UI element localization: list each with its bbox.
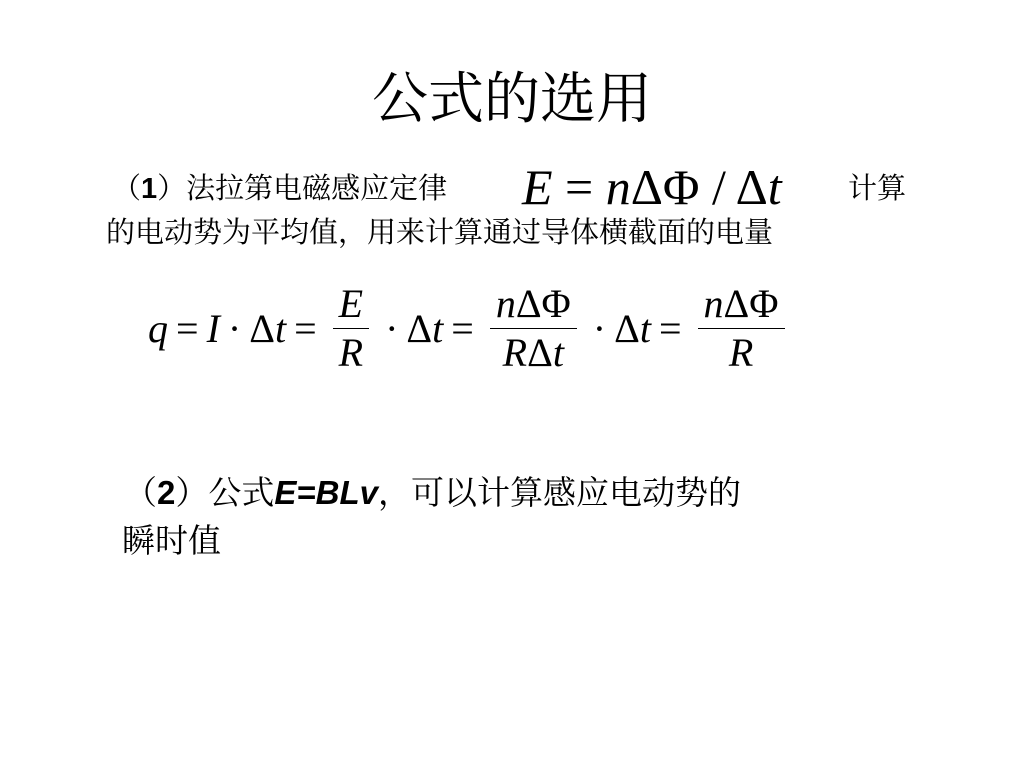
para2-number: 2	[157, 474, 176, 511]
fraction-nphi-over-rdt	[490, 280, 577, 377]
equals-4: =	[658, 305, 682, 351]
formula-E: E	[522, 159, 553, 215]
para2-line1	[124, 470, 741, 516]
formula-t: t	[767, 159, 782, 215]
para1-line2: 的电动势为平均值，用来计算通过导体横截面的电量	[106, 215, 774, 249]
formula-n: n	[605, 159, 631, 215]
equals-2: =	[294, 305, 317, 351]
fraction-1-denominator: R	[338, 329, 364, 375]
formula-equals: =	[552, 159, 606, 215]
fraction-3-numerator: nΔΦ	[703, 280, 779, 326]
dot-1: ·	[227, 305, 242, 351]
formula-delta: Δ	[735, 159, 768, 215]
var-q: q	[148, 305, 168, 351]
dot-2: ·	[385, 305, 399, 351]
para1-line1	[112, 166, 447, 211]
para2-open-paren: （	[124, 473, 157, 512]
delta-t-3: Δt	[614, 305, 651, 351]
equals-1: =	[176, 305, 199, 351]
charge-formula	[148, 272, 838, 384]
formula-delta-phi: ΔΦ	[630, 159, 700, 215]
para2-formula: E=BLv	[274, 474, 378, 511]
fraction-3-denominator: R	[728, 329, 754, 375]
delta-t-2: Δt	[406, 305, 444, 351]
para2-heading: ）公式	[175, 473, 275, 512]
dot-3: ·	[592, 305, 607, 351]
delta-t-1: Δt	[249, 305, 287, 351]
para1-number: 1	[141, 173, 158, 205]
para1-open-paren: （	[112, 171, 142, 205]
para1-tail: 计算	[848, 171, 907, 205]
para2-line2: 瞬时值	[122, 521, 221, 560]
fraction-1-numerator: E	[338, 280, 364, 326]
equals-3: =	[451, 305, 474, 351]
slide-title: 公式的选用	[372, 67, 652, 132]
para2-rest: ，可以计算感应电动势的	[377, 473, 741, 512]
formula-slash: /	[699, 159, 736, 215]
para1-heading: ）法拉第电磁感应定律	[157, 171, 448, 205]
fraction-nphi-over-r	[698, 280, 785, 377]
var-I: I	[206, 305, 220, 351]
fraction-2-numerator: nΔΦ	[495, 280, 571, 326]
fraction-2-denominator: RΔt	[502, 329, 564, 375]
fraction-E-over-R	[333, 280, 369, 377]
